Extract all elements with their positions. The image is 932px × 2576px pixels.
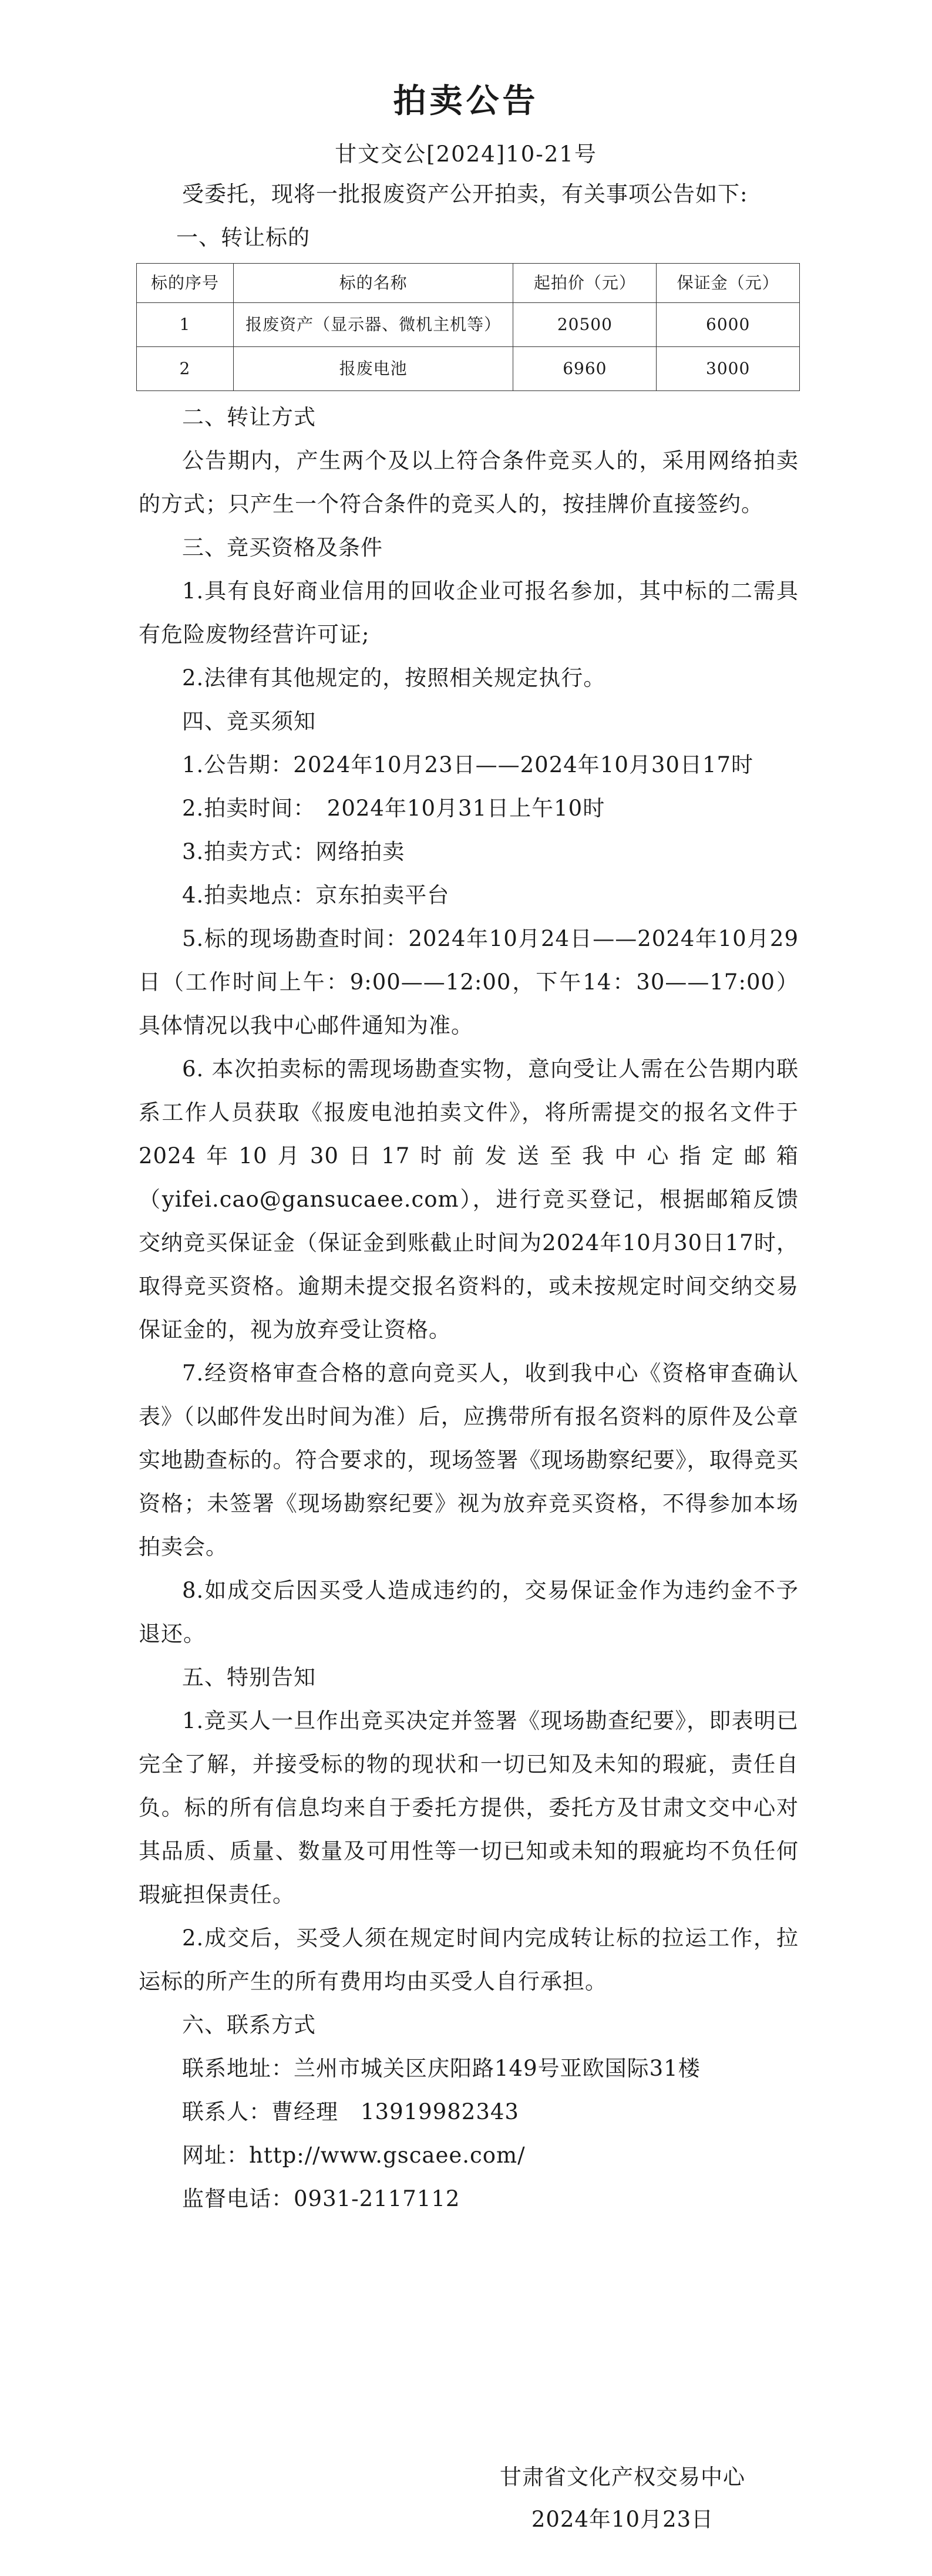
paragraph: 2.拍卖时间： 2024年10月31日上午10时	[182, 796, 605, 821]
table-cell: 报废电池	[233, 347, 513, 391]
table-row	[137, 347, 800, 391]
paragraph: 2.法律有其他规定的，按照相关规定执行。	[182, 665, 606, 691]
table-cell: 报废资产（显示器、微机主机等）	[233, 303, 513, 347]
contact-website: 网址：http://www.gscaee.com/	[182, 2143, 526, 2168]
issue-date: 2024年10月23日	[531, 2507, 714, 2532]
table-cell: 3000	[657, 347, 800, 391]
paragraph: 6. 本次拍卖标的需现场勘查实物，意向受让人需在公告期内联系工作人员获取《报废电池拍卖文件》，将所需提交的报名文件于2024年10月30日17时前发送至我中心指定邮箱（yifei.cao@gansucaee.com），进行竞买登记，根据邮箱反馈交纳竞买保证金（保证金到账截止时间为2024年10月30日17时，取得竞买资格。逾期未提交报名资料的，或未按规定时间交纳交易保证金的，视为放弃受让资格。	[139, 1056, 799, 1342]
paragraph: 1.竞买人一旦作出竞买决定并签署《现场勘查纪要》，即表明已完全了解，并接受标的物的现状和一切已知及未知的瑕疵，责任自负。标的所有信息均来自于委托方提供，委托方及甘肃文交中心对其品质、质量、数量及可用性等一切已知或未知的瑕疵均不负任何瑕疵担保责任。	[139, 1708, 799, 1907]
page-title: 拍卖公告	[393, 82, 539, 120]
table-cell: 6960	[513, 347, 657, 391]
section-heading-special-notice: 五、特别告知	[182, 1665, 316, 1690]
contact-person: 联系人：曹经理 13919982343	[182, 2099, 519, 2124]
section-heading-qualification: 三、竞买资格及条件	[182, 535, 383, 560]
paragraph: 3.拍卖方式：网络拍卖	[182, 839, 405, 864]
paragraph: 4.拍卖地点：京东拍卖平台	[182, 883, 450, 908]
table-cell: 1	[137, 303, 234, 347]
table-header-cell: 保证金（元）	[657, 264, 800, 303]
paragraph: 7.经资格审查合格的意向竞买人，收到我中心《资格审查确认表》（以邮件发出时间为准）后，应携带所有报名资料的原件及公章实地勘查标的。符合要求的，现场签署《现场勘察纪要》，取得竞买资格；未签署《现场勘察纪要》视为放弃竞买资格，不得参加本场拍卖会。	[139, 1361, 799, 1560]
table-cell: 20500	[513, 303, 657, 347]
paragraph: 5.标的现场勘查时间：2024年10月24日——2024年10月29日（工作时间上午：9:00——12:00，下午14：30——17:00）具体情况以我中心邮件通知为准。	[139, 926, 799, 1038]
issuer-name: 甘肃省文化产权交易中心	[500, 2464, 745, 2490]
table-row	[137, 303, 800, 347]
section-heading-transfer-method: 二、转让方式	[182, 405, 316, 430]
intro-paragraph: 受委托，现将一批报废资产公开拍卖，有关事项公告如下:	[182, 181, 748, 207]
paragraph: 公告期内，产生两个及以上符合条件竞买人的，采用网络拍卖的方式；只产生一个符合条件的竞买人的，按挂牌价直接签约。	[139, 448, 799, 517]
announcement-body	[139, 173, 799, 2221]
paragraph: 2.成交后，买受人须在规定时间内完成转让标的拉运工作，拉运标的所产生的所有费用均由买受人自行承担。	[139, 1925, 799, 1994]
lots-table	[136, 263, 800, 391]
contact-address: 联系地址：兰州市城关区庆阳路149号亚欧国际31楼	[182, 2056, 701, 2081]
paragraph: 1.公告期：2024年10月23日——2024年10月30日17时	[182, 752, 754, 777]
table-header-cell: 标的序号	[137, 264, 234, 303]
section-heading-contact: 六、联系方式	[182, 2012, 316, 2038]
table-cell: 6000	[657, 303, 800, 347]
section-heading-lots: 一、转让标的	[176, 225, 310, 250]
table-header-cell: 起拍价（元）	[513, 264, 657, 303]
document-number: 甘文交公[2024]10-21号	[335, 142, 597, 167]
table-header-cell: 标的名称	[233, 264, 513, 303]
section-heading-bidding-notice: 四、竞买须知	[182, 709, 316, 734]
paragraph: 1.具有良好商业信用的回收企业可报名参加，其中标的二需具有危险废物经营许可证;	[139, 578, 799, 647]
paragraph: 8.如成交后因买受人造成违约的，交易保证金作为违约金不予退还。	[139, 1578, 799, 1646]
supervision-phone: 监督电话：0931-2117112	[182, 2186, 460, 2211]
table-header-row	[137, 264, 800, 303]
table-cell: 2	[137, 347, 234, 391]
